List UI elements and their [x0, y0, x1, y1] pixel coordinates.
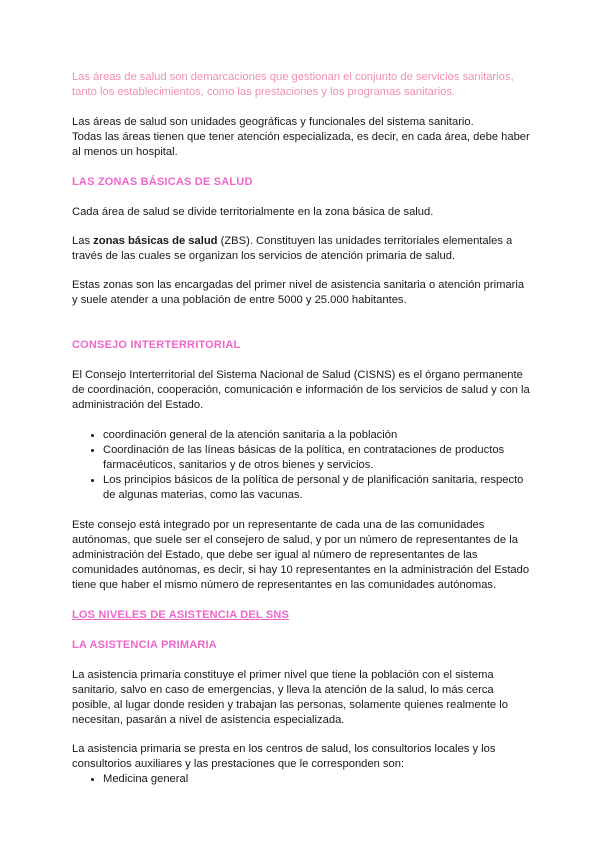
consejo-paragraph-1: El Consejo Interterritorial del Sistema Nacional de Salud (CISNS) es el órgano permanente de coordinación, cooperación, comunicación e información de los servicios de salud y con la administración del Estado. [72, 369, 530, 411]
document-page [72, 70, 532, 787]
zonas-p2-bold: zonas básicas de salud [93, 235, 218, 247]
list-item: • Coordinación de las líneas básicas de la política, en contrataciones de productos farmacéuticos, sanitarios y de otros bienes y servicios. [103, 443, 532, 473]
primaria-bullet-list [72, 772, 532, 787]
areas-line-2: Todas las áreas tienen que tener atención especializada, es decir, en cada área, debe haber al menos un hospital. [72, 131, 530, 158]
primaria-paragraph-1: La asistencia primaria constituye el primer nivel que tiene la población con el sistema sanitario, salvo en caso de emergencias, y lleva la atención de la salud, lo más cerca posible, al lugar donde residen y trabajan las personas, solamente quienes realmente lo necesitan, pasarán a nivel de asistencia especializada. [72, 669, 508, 726]
list-item: • coordinación general de la atención sanitaria a la población [103, 428, 532, 443]
zonas-p2-post: (ZBS). Constituyen las unidades territoriales elementales a través de las cuales se organizan los servicios de atención primaria de salud. [72, 235, 513, 262]
areas-line-1: Las áreas de salud son unidades geográficas y funcionales del sistema sanitario. [72, 116, 474, 128]
zonas-paragraph-2 [72, 234, 532, 264]
heading-niveles-asistencia: LOS NIVELES DE ASISTENCIA DEL SNS [72, 609, 290, 621]
list-item: • Medicina general [103, 772, 532, 787]
zonas-p2-pre: Las [72, 235, 94, 247]
heading-asistencia-primaria: LA ASISTENCIA PRIMARIA [72, 639, 217, 651]
consejo-paragraph-2: Este consejo está integrado por un representante de cada una de las comunidades autónomas, que suele ser el consejero de salud, y por un número de representantes de la administración del Estado, que debe ser igual al número de representantes de las comunidades autónomas, es decir, si hay 10 representantes en la administración del Estado tiene que haber el mismo número de representantes en las comunidades autónomas. [72, 519, 530, 591]
primaria-paragraph-2: La asistencia primaria se presta en los centros de salud, los consultorios locales y los consultorios auxiliares y las prestaciones que le corresponden son: [72, 743, 496, 770]
intro-paragraph: Las áreas de salud son demarcaciones que gestionan el conjunto de servicios sanitarios, tanto los establecimientos, como las prestaciones y los programas sanitarios. [72, 71, 514, 98]
zonas-paragraph-3: Estas zonas son las encargadas del primer nivel de asistencia sanitaria o atención primaria y suele atender a una población de entre 5000 y 25.000 habitantes. [72, 279, 525, 306]
heading-consejo: CONSEJO INTERTERRITORIAL [72, 339, 241, 351]
list-item: • Los principios básicos de la política de personal y de planificación sanitaria, respecto de algunas materias, como las vacunas. [103, 473, 532, 503]
consejo-bullet-list [72, 428, 532, 503]
heading-zonas-basicas: LAS ZONAS BÁSICAS DE SALUD [72, 176, 253, 188]
zonas-paragraph-1: Cada área de salud se divide territorialmente en la zona básica de salud. [72, 206, 434, 218]
